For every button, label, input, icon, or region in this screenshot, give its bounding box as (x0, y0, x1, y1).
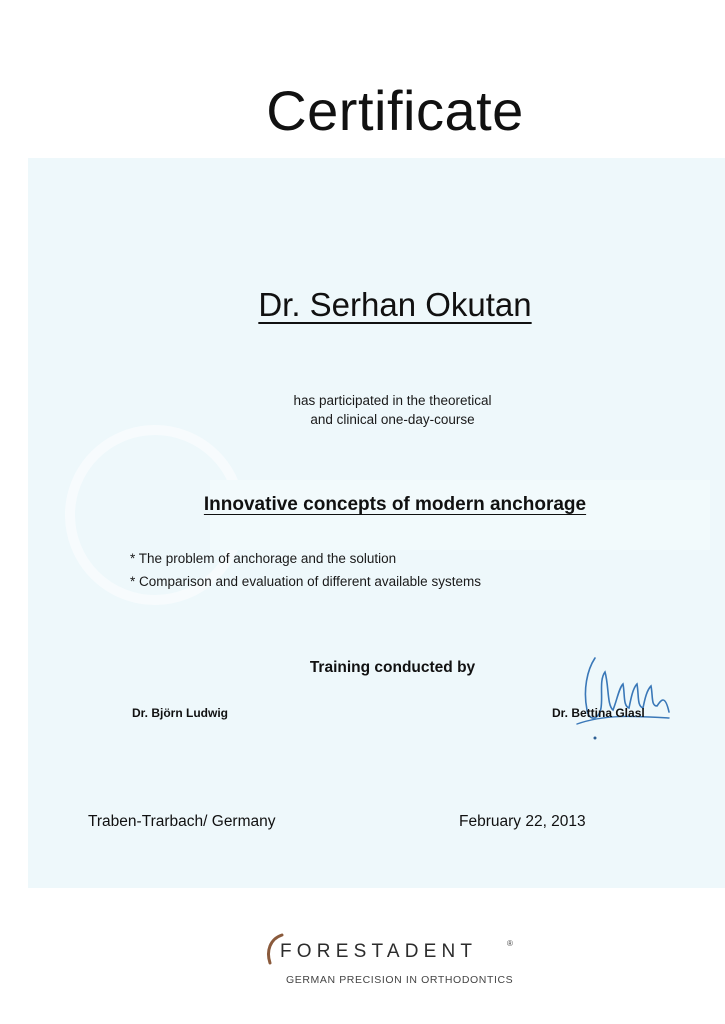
course-date: February 22, 2013 (459, 813, 586, 830)
trainers-heading: Training conducted by (309, 659, 476, 676)
logo-wordmark: FORESTADENT (280, 941, 478, 962)
recipient-name: Dr. Serhan Okutan (258, 286, 532, 323)
intro-line: and clinical one-day-course (310, 412, 475, 427)
logo-tagline: GERMAN PRECISION IN ORTHODONTICS (286, 974, 514, 986)
handwritten-signature (565, 650, 675, 745)
intro-line: has participated in the theoretical (293, 393, 492, 408)
course-location: Traben-Trarbach/ Germany (88, 813, 276, 830)
topic-item: * The problem of anchorage and the solution (130, 551, 397, 566)
participation-statement (0, 391, 725, 429)
topic-item: * Comparison and evaluation of different available systems (130, 574, 481, 589)
trainer-name: Dr. Bettina Glasl (552, 706, 645, 720)
topic-list (130, 547, 481, 593)
certificate-title: Certificate (266, 79, 524, 142)
forestadent-logo (262, 925, 522, 995)
trainer-name: Dr. Björn Ludwig (132, 706, 228, 720)
registered-mark: ® (507, 939, 513, 948)
course-title: Innovative concepts of modern anchorage (203, 494, 587, 515)
